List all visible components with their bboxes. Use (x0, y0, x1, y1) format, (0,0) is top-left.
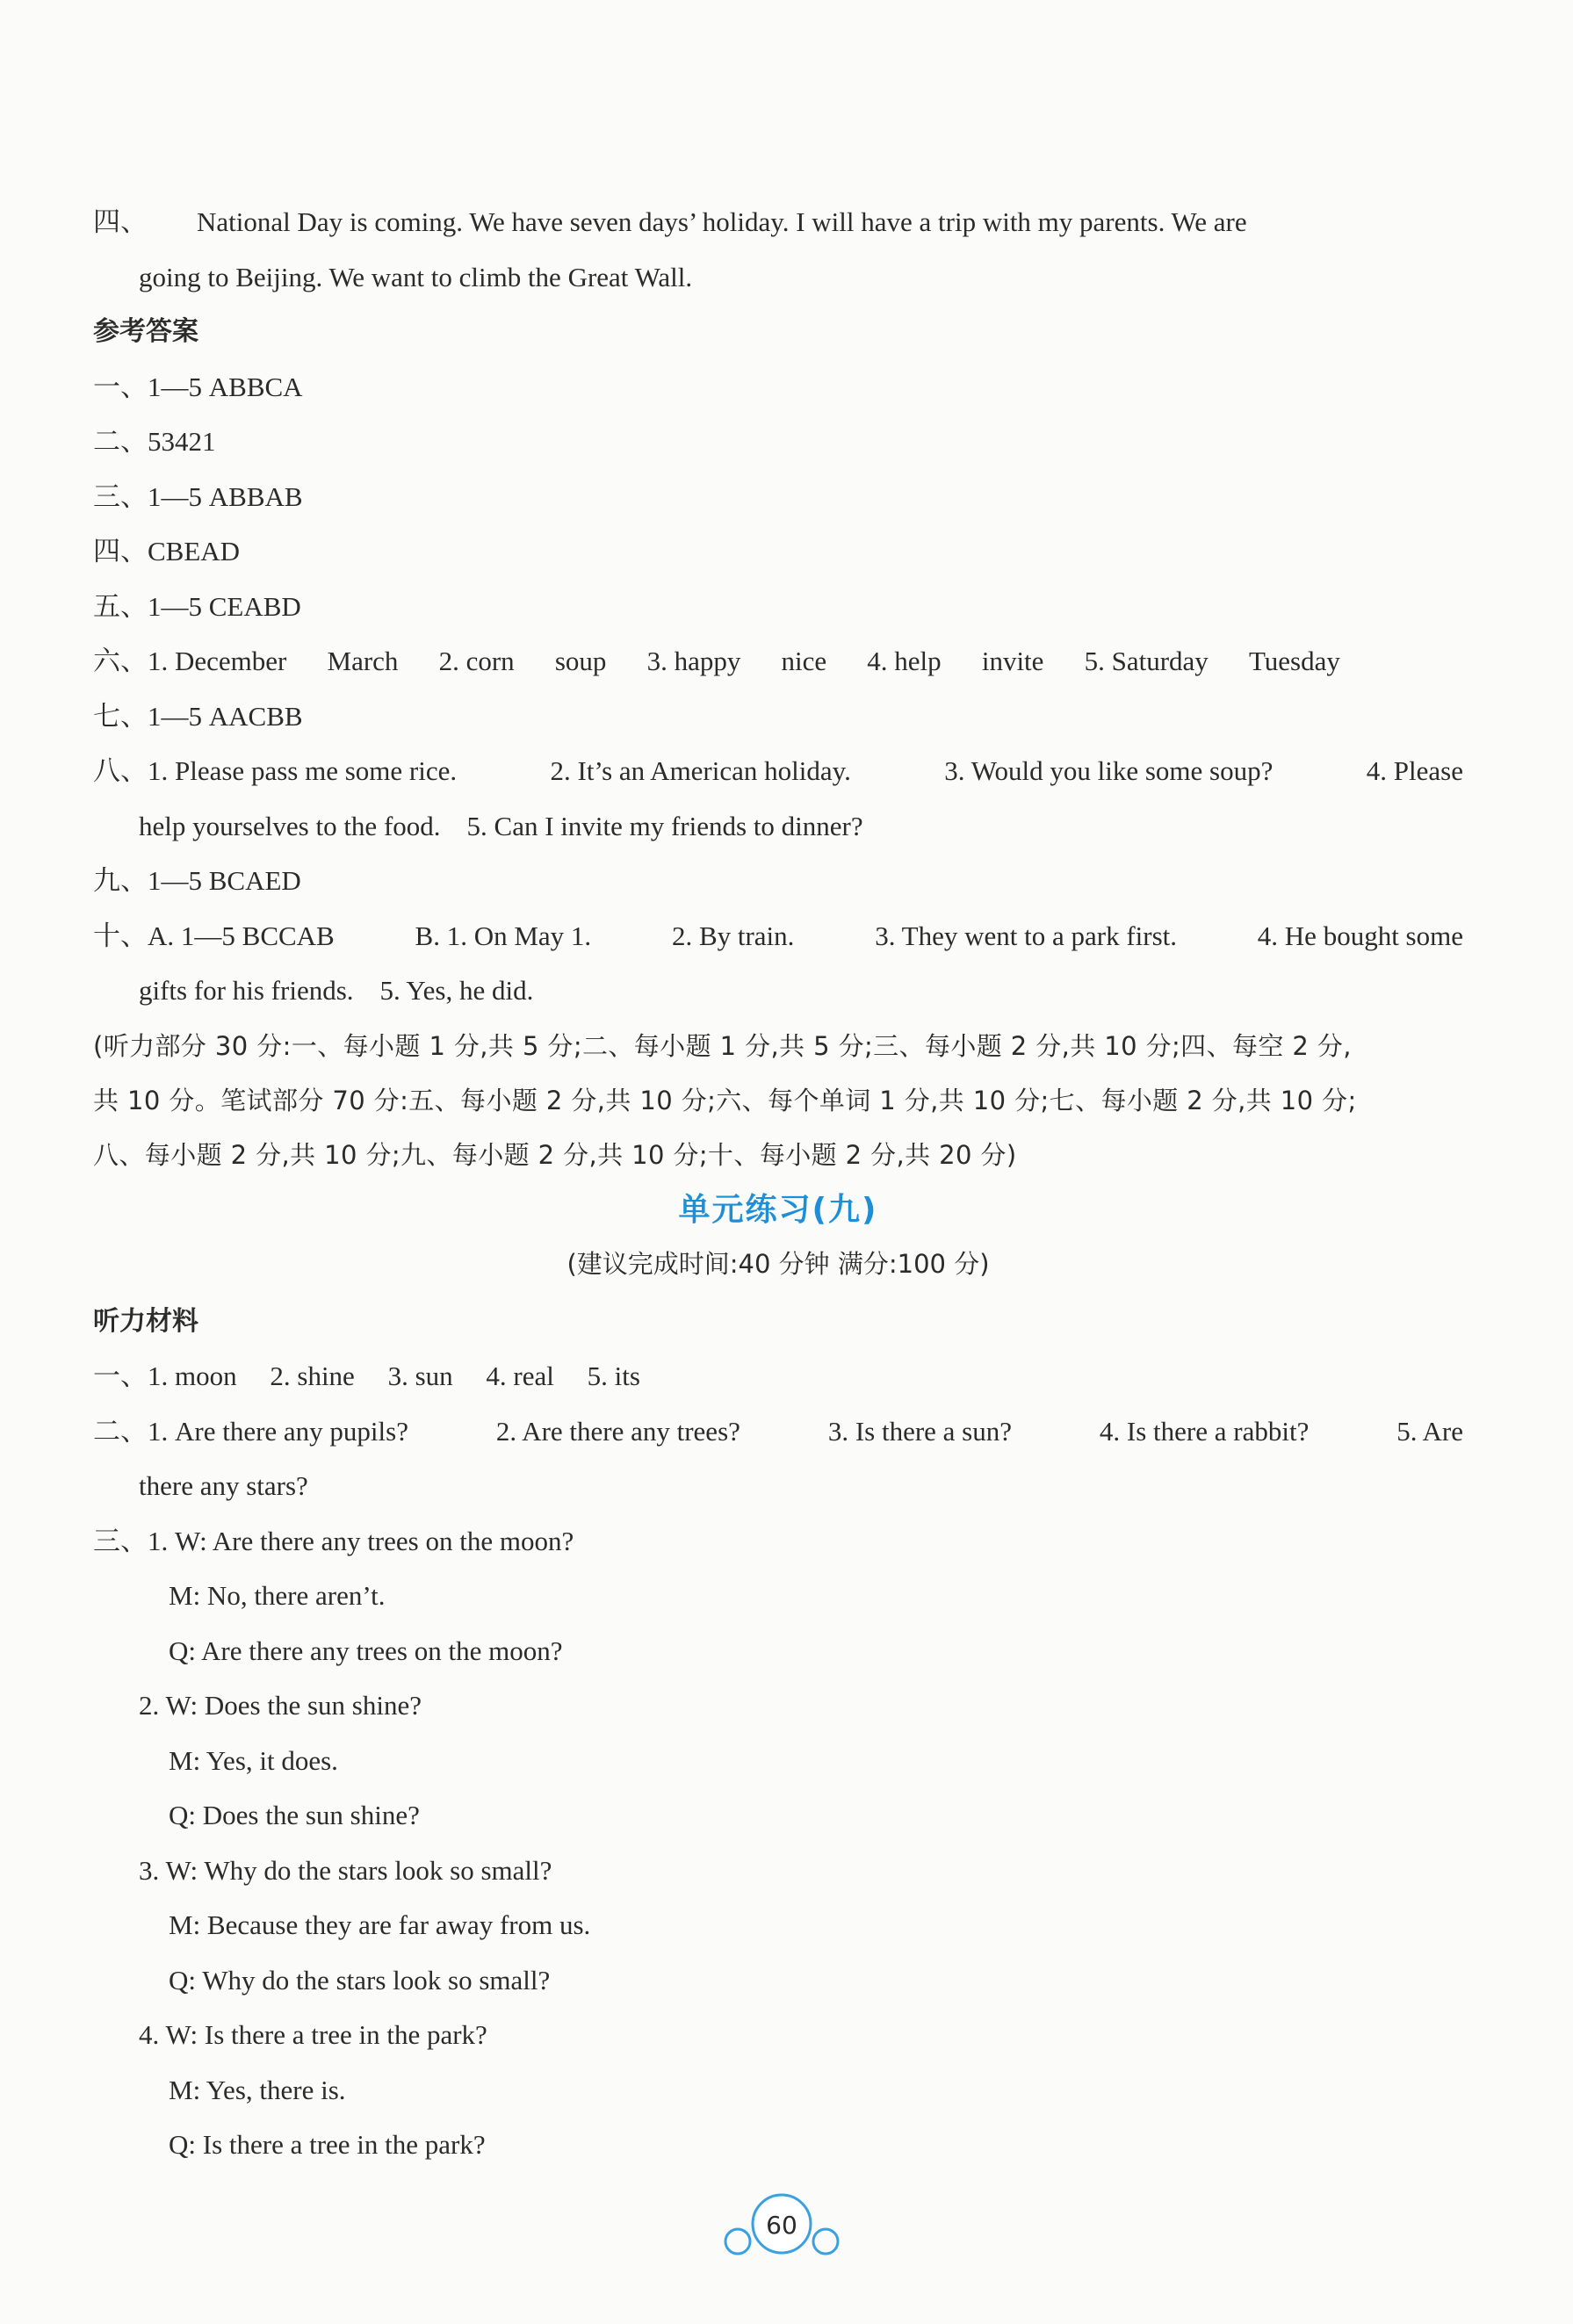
answer-6 (93, 634, 1340, 689)
answer-10-item: 5. Yes, he did. (379, 975, 534, 1006)
unit-subtitle: (建议完成时间:40 分钟 满分:100 分) (566, 1248, 990, 1279)
answer-10-item: 4. He bought some (1257, 920, 1463, 951)
answer-6-item: 六、1. December (93, 646, 287, 676)
answer-9: 九、1—5 BCAED (93, 865, 301, 896)
answer-10-item: B. 1. On May 1. (415, 920, 592, 951)
answer-10-item: 十、A. 1—5 BCCAB (93, 920, 335, 951)
listening-1-item: 5. its (587, 1360, 640, 1391)
listening-2-line-1 (93, 1404, 1463, 1460)
answer-2: 二、53421 (93, 426, 216, 457)
listening-2-item: 2. Are there any trees? (495, 1415, 740, 1447)
dialog-1-w: 三、1. W: Are there any trees on the moon? (93, 1525, 574, 1556)
answer-8-item: 4. Please (1366, 755, 1463, 786)
unit-title: 单元练习(九) (678, 1191, 878, 1228)
dialog-4-w: 4. W: Is there a tree in the park? (139, 2019, 487, 2050)
listening-1-item: 3. sun (387, 1360, 453, 1391)
page-number-badge (720, 2185, 843, 2264)
answer-6-item: 3. happy (646, 646, 741, 676)
section-4-label: 四、 (93, 206, 148, 237)
scoring-note-line-2: 共 10 分。笔试部分 70 分:五、每小题 2 分,共 10 分;六、每个单词 1 分,共 10 分;七、每小题 2 分,共 10 分; (93, 1085, 1357, 1115)
answer-6-item: Tuesday (1248, 646, 1340, 676)
listening-1-item: 一、1. moon (93, 1360, 237, 1391)
answer-10-line-1 (93, 909, 1463, 964)
answer-8-item: 5. Can I invite my friends to dinner? (466, 810, 863, 841)
answer-6-item: 2. corn (438, 646, 515, 676)
answer-6-item: invite (981, 646, 1044, 676)
listening-2-item: 5. Are (1396, 1415, 1463, 1447)
answer-3: 三、1—5 ABBAB (93, 480, 303, 512)
scoring-note-line-1: (听力部分 30 分:一、每小题 1 分,共 5 分;二、每小题 1 分,共 5 分;三、每小题 2 分,共 10 分;四、每空 2 分, (93, 1030, 1352, 1061)
dialog-4-q: Q: Is there a tree in the park? (169, 2129, 486, 2160)
listening-heading: 听力材料 (93, 1305, 198, 1337)
answer-1: 一、1—5 ABBCA (93, 371, 303, 402)
answer-6-item: March (327, 646, 399, 676)
answer-10-line-2 (93, 964, 1463, 1019)
dialog-2-w: 2. W: Does the sun shine? (139, 1690, 422, 1721)
answer-8-line-1 (93, 744, 1463, 799)
answer-8-item: 3. Would you like some soup? (944, 755, 1274, 786)
dialog-3-w: 3. W: Why do the stars look so small? (139, 1854, 552, 1886)
answers-heading: 参考答案 (93, 316, 198, 347)
answer-4: 四、CBEAD (93, 536, 241, 567)
dialog-3-m: M: Because they are far away from us. (169, 1909, 591, 1940)
section-4-line-2: going to Beijing. We want to climb the Great Wall. (139, 261, 693, 292)
listening-2-line-2: there any stars? (139, 1470, 308, 1501)
dialog-3-q: Q: Why do the stars look so small? (169, 1964, 551, 1996)
page-content (93, 195, 1463, 2173)
listening-2-item: 二、1. Are there any pupils? (93, 1415, 408, 1447)
answer-8-line-2 (93, 799, 1463, 855)
answer-10-item: 2. By train. (671, 920, 795, 951)
dialog-4-m: M: Yes, there is. (169, 2074, 346, 2105)
dialog-1-q: Q: Are there any trees on the moon? (169, 1635, 563, 1666)
dialog-2-q: Q: Does the sun shine? (169, 1800, 420, 1830)
answer-8-item: 2. It’s an American holiday. (550, 755, 851, 786)
dialog-2-m: M: Yes, it does. (169, 1744, 338, 1776)
answer-8-item: help yourselves to the food. (139, 810, 441, 841)
listening-2-item: 3. Is there a sun? (827, 1415, 1012, 1447)
answer-6-item: 4. help (867, 646, 942, 676)
bubble-decoration-icon (720, 2185, 843, 2264)
answer-10-item: gifts for his friends. (139, 975, 354, 1006)
answer-6-item: 5. Saturday (1084, 646, 1209, 676)
section-4-line-1 (93, 195, 1463, 250)
answer-5: 五、1—5 CEABD (93, 590, 301, 622)
answer-6-item: nice (781, 646, 827, 676)
listening-1-item: 4. real (486, 1360, 554, 1391)
answer-8-item: 八、1. Please pass me some rice. (93, 755, 458, 786)
answer-6-item: soup (554, 646, 607, 676)
section-4-text: National Day is coming. We have seven days’ holiday. I will have a trip with my parents. We are (197, 206, 1247, 237)
scoring-note-line-3: 八、每小题 2 分,共 10 分;九、每小题 2 分,共 10 分;十、每小题 2 分,共 20 分) (93, 1139, 1017, 1170)
dialog-1-m: M: No, there aren’t. (169, 1580, 386, 1611)
answer-10-item: 3. They went to a park first. (875, 920, 1178, 951)
answer-7: 七、1—5 AACBB (93, 700, 303, 732)
page-number: 60 (766, 2211, 797, 2240)
listening-2-item: 4. Is there a rabbit? (1099, 1415, 1310, 1447)
listening-1-item: 2. shine (270, 1360, 355, 1391)
listening-1 (93, 1349, 1463, 1404)
